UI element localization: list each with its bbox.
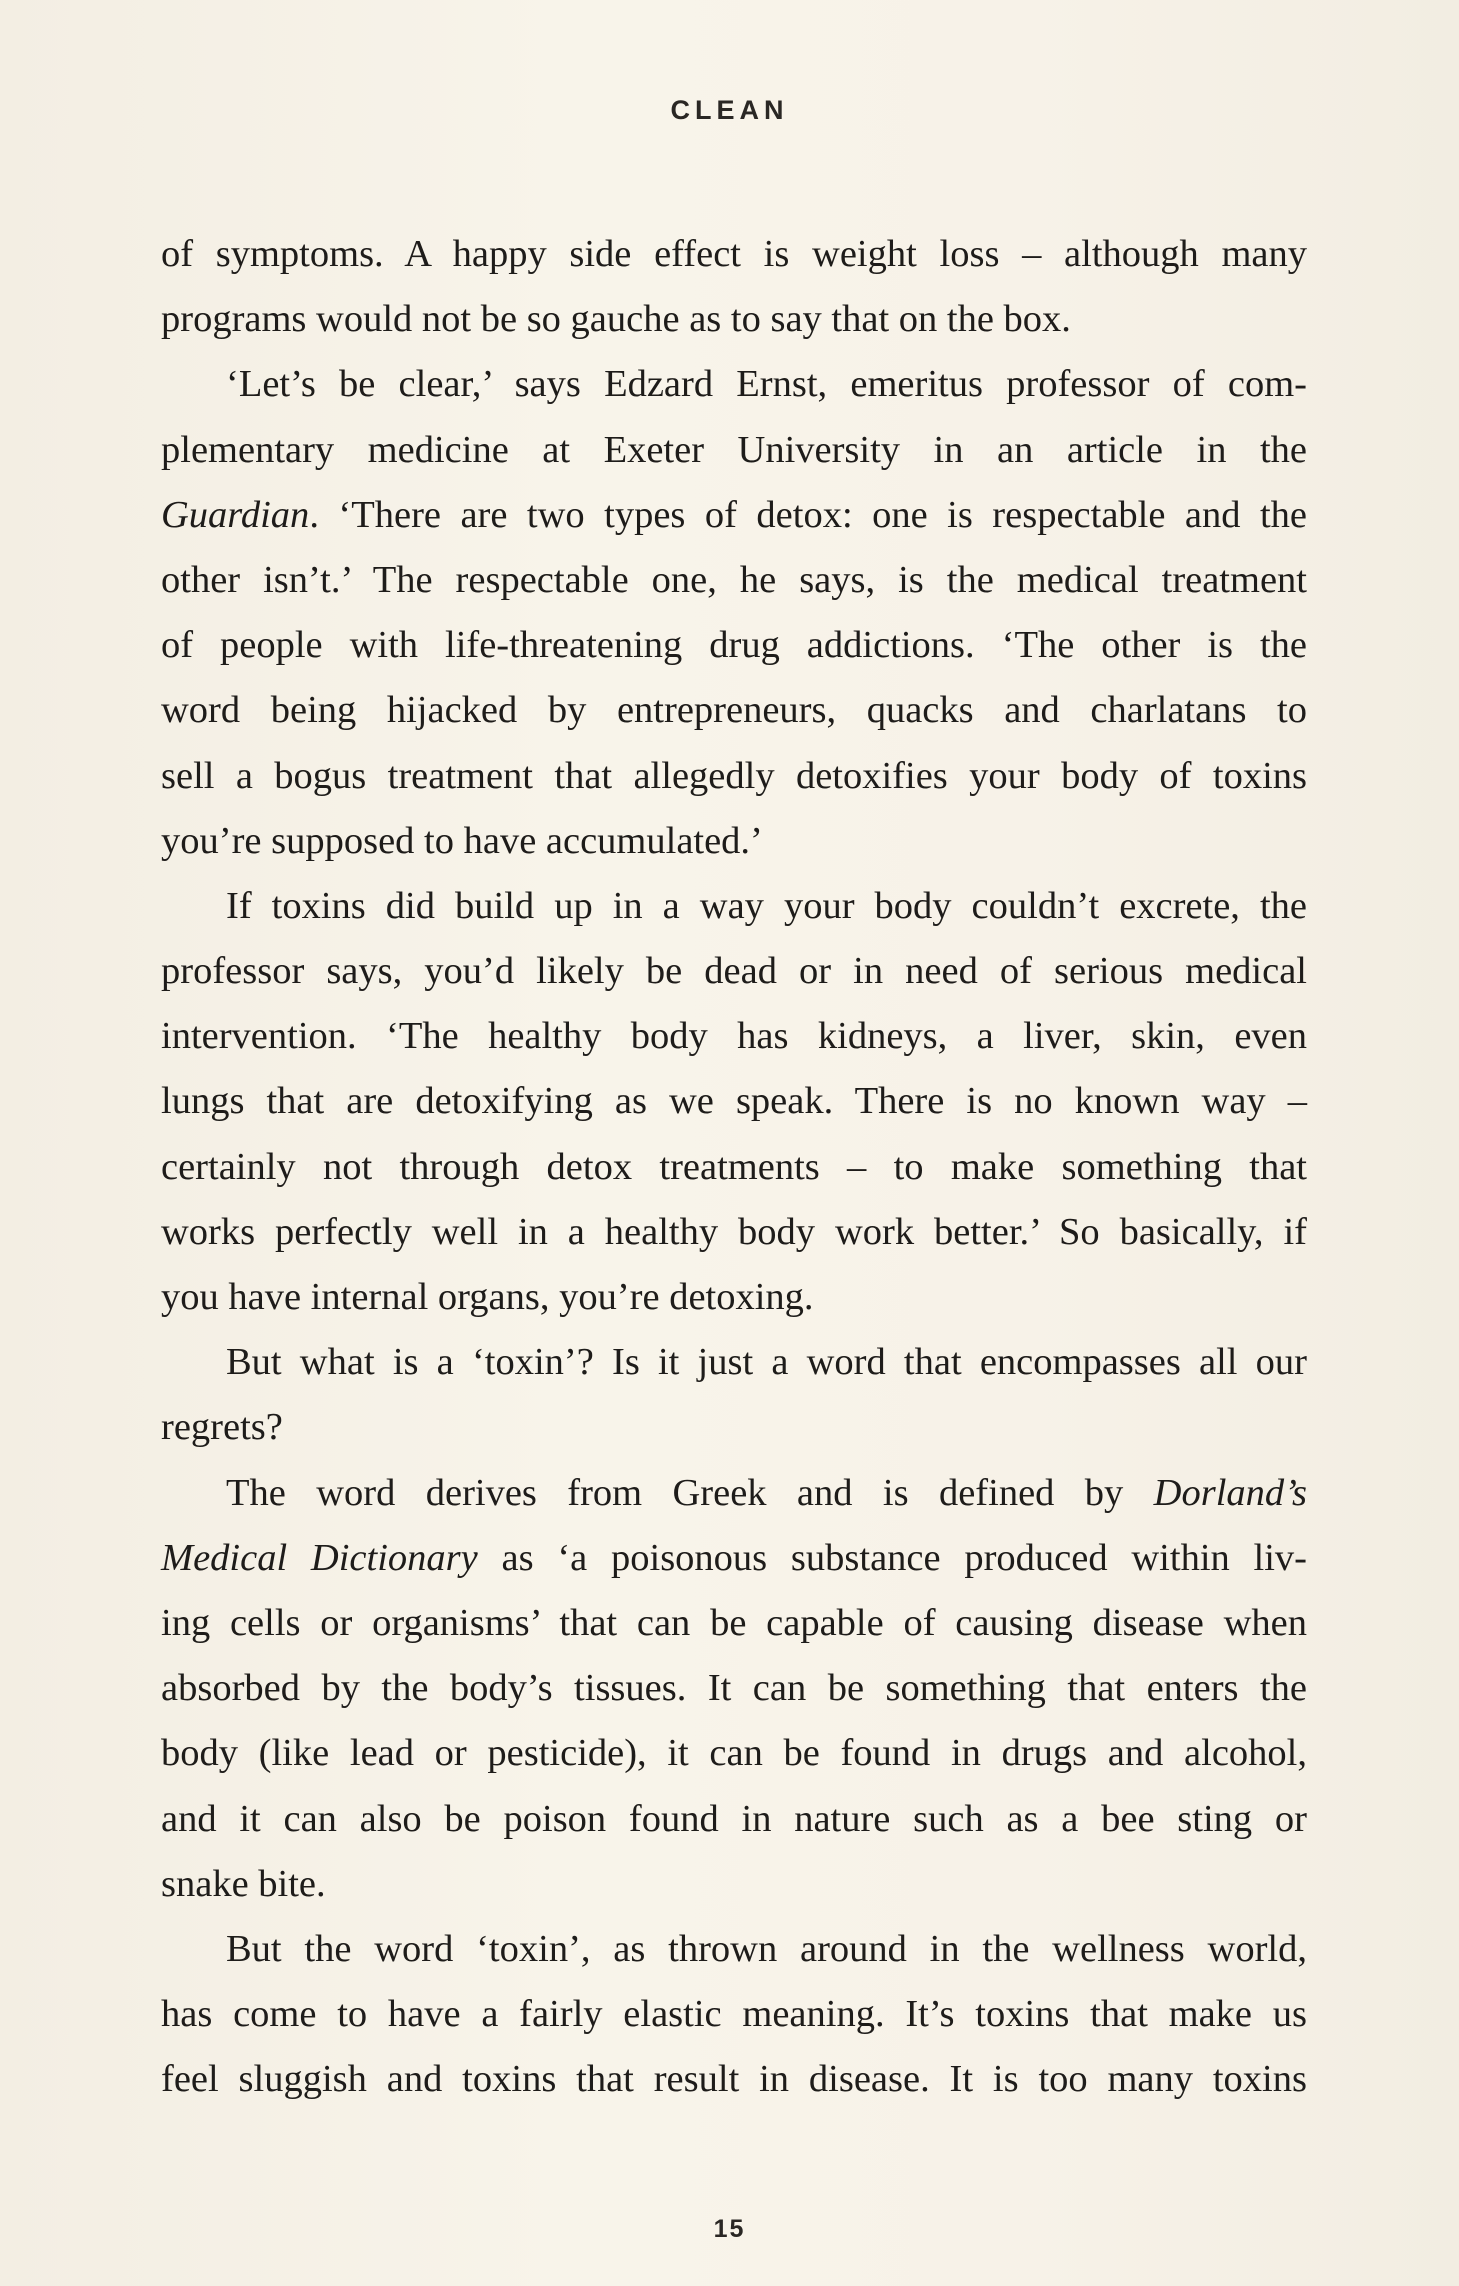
text-run: you’re supposed to have accumulated.’	[161, 819, 763, 862]
text-line	[161, 744, 1307, 809]
text-run: . ‘There are two types of detox: one is respectable and the	[309, 493, 1307, 536]
text-run: feel sluggish and toxins that result in disease. It is too many toxins	[161, 2058, 1307, 2101]
text-run: ing cells or organisms’ that can be capable of causing disease when	[161, 1601, 1307, 1644]
text-run: works perfectly well in a healthy body work better.’ So basically, if	[161, 1210, 1307, 1253]
text-run: of symptoms. A happy side effect is weight loss – although many	[161, 233, 1307, 275]
text-run: and it can also be poison found in nature such as a bee sting or	[161, 1797, 1307, 1840]
text-run: word being hijacked by entrepreneurs, quacks and charlatans to	[161, 689, 1307, 732]
text-line	[161, 2047, 1307, 2112]
text-run: as ‘a poisonous substance produced within liv-	[477, 1536, 1307, 1579]
text-run: lungs that are detoxifying as we speak. There is no known way –	[161, 1080, 1307, 1123]
text-line	[161, 1004, 1307, 1069]
text-line	[161, 222, 1307, 287]
text-run: snake bite.	[161, 1862, 326, 1905]
text-run: you have internal organs, you’re detoxing.	[161, 1276, 814, 1318]
text-run: sell a bogus treatment that allegedly detoxifies your body of toxins	[161, 754, 1307, 797]
text-run: regrets?	[161, 1406, 283, 1449]
page-number: 15	[713, 2215, 746, 2243]
text-line	[161, 874, 1307, 939]
text-line	[161, 1200, 1307, 1265]
text-line	[161, 1917, 1307, 1982]
text-line	[161, 1135, 1307, 1200]
text-line	[161, 1526, 1307, 1591]
text-run: professor says, you’d likely be dead or in need of serious medical	[161, 950, 1307, 993]
text-line	[161, 1395, 1307, 1460]
text-run: certainly not through detox treatments – to make something that	[161, 1145, 1307, 1188]
text-run: body (like lead or pesticide), it can be found in drugs and alcohol,	[161, 1732, 1307, 1775]
text-line	[161, 809, 1307, 874]
text-line	[161, 1656, 1307, 1721]
text-line	[161, 1982, 1307, 2047]
text-run: If toxins did build up in a way your body couldn’t excrete, the	[226, 884, 1307, 927]
text-run: The word derives from Greek and is defined by	[226, 1471, 1154, 1514]
text-line	[161, 939, 1307, 1004]
text-run: ‘Let’s be clear,’ says Edzard Ernst, emeritus professor of com-	[226, 363, 1307, 406]
text-line	[161, 1721, 1307, 1786]
text-run: has come to have a fairly elastic meaning. It’s toxins that make us	[161, 1993, 1307, 2036]
text-run: But what is a ‘toxin’? Is it just a word that encompasses all our	[226, 1341, 1307, 1384]
text-run: other isn’t.’ The respectable one, he says, is the medical treatment	[161, 558, 1307, 601]
text-line	[161, 483, 1307, 548]
body-text	[161, 222, 1307, 2112]
italic-text: Dorland’s	[1153, 1471, 1307, 1514]
italic-text: Medical Dictionary	[161, 1536, 478, 1579]
text-line	[161, 1591, 1307, 1656]
text-line	[161, 1265, 1307, 1330]
italic-text: Guardian	[161, 493, 310, 536]
running-head: CLEAN	[670, 95, 789, 125]
text-run: programs would not be so gauche as to say that on the box.	[161, 298, 1071, 341]
text-line	[161, 352, 1307, 417]
text-line	[161, 1330, 1307, 1395]
text-line	[161, 418, 1307, 483]
text-run: intervention. ‘The healthy body has kidneys, a liver, skin, even	[161, 1015, 1307, 1058]
text-line	[161, 287, 1307, 352]
text-line	[161, 548, 1307, 613]
text-line	[161, 1069, 1307, 1134]
text-run: absorbed by the body’s tissues. It can be something that enters the	[161, 1667, 1307, 1710]
text-line	[161, 1787, 1307, 1852]
text-line	[161, 613, 1307, 678]
text-line	[161, 678, 1307, 743]
text-line	[161, 1852, 1307, 1917]
text-line	[161, 1461, 1307, 1526]
text-run: But the word ‘toxin’, as thrown around in the wellness world,	[226, 1927, 1307, 1970]
text-run: of people with life-threatening drug addictions. ‘The other is the	[161, 624, 1307, 667]
text-run: plementary medicine at Exeter University in an article in the	[161, 428, 1307, 471]
